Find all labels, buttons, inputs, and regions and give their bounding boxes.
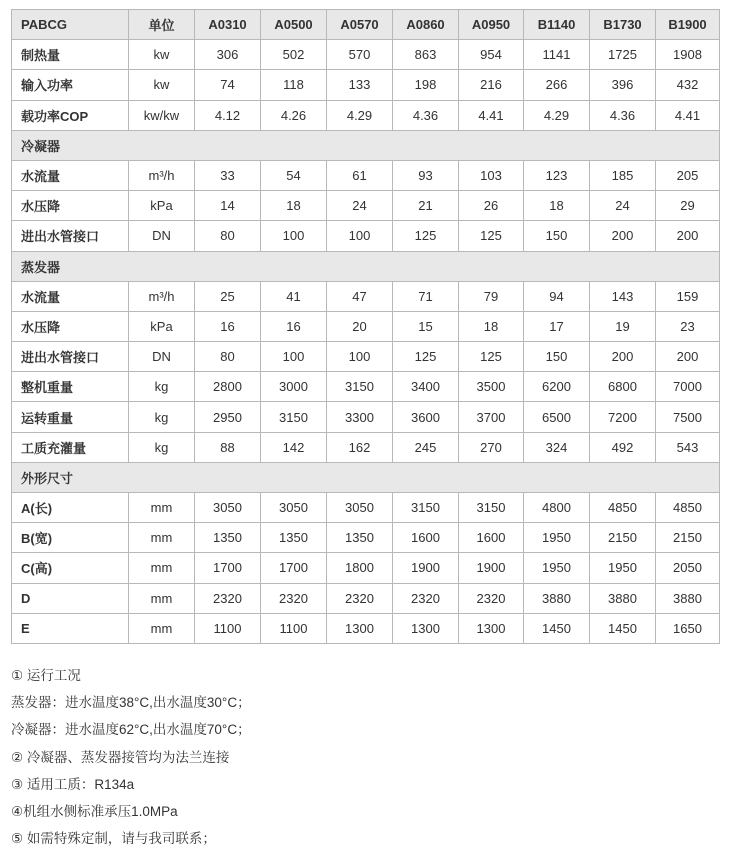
value-cell: 1950 <box>524 553 590 583</box>
value-cell: 432 <box>656 70 720 100</box>
value-cell: 125 <box>459 342 524 372</box>
row-unit: DN <box>129 342 195 372</box>
value-cell: 7500 <box>656 402 720 432</box>
value-cell: 4.29 <box>327 100 393 130</box>
value-cell: 4.36 <box>590 100 656 130</box>
value-cell: 502 <box>261 40 327 70</box>
value-cell: 79 <box>459 281 524 311</box>
table-row <box>12 311 720 341</box>
value-cell: 16 <box>195 311 261 341</box>
value-cell: 4.26 <box>261 100 327 130</box>
row-label: 水流量 <box>12 281 129 311</box>
value-cell: 4850 <box>656 493 720 523</box>
note-line: ⑤ 如需特殊定制，请与我司联系； <box>11 831 216 847</box>
row-label: 制热量 <box>12 40 129 70</box>
header-cell-unit: 单位 <box>129 10 195 40</box>
row-label: 整机重量 <box>12 372 129 402</box>
value-cell: 396 <box>590 70 656 100</box>
value-cell: 20 <box>327 311 393 341</box>
value-cell: 1141 <box>524 40 590 70</box>
value-cell: 4.41 <box>459 100 524 130</box>
row-unit: kw <box>129 40 195 70</box>
row-unit: kPa <box>129 191 195 221</box>
value-cell: 162 <box>327 432 393 462</box>
value-cell: 4.36 <box>393 100 459 130</box>
value-cell: 492 <box>590 432 656 462</box>
note-line: 冷凝器：进水温度62°C,出水温度70°C； <box>11 722 251 738</box>
header-cell-model: PABCG <box>12 10 129 40</box>
row-label: C(高) <box>12 553 129 583</box>
value-cell: 24 <box>590 191 656 221</box>
value-cell: 125 <box>393 221 459 251</box>
value-cell: 93 <box>393 160 459 190</box>
value-cell: 123 <box>524 160 590 190</box>
value-cell: 216 <box>459 70 524 100</box>
value-cell: 200 <box>656 221 720 251</box>
value-cell: 863 <box>393 40 459 70</box>
value-cell: 24 <box>327 191 393 221</box>
value-cell: 3050 <box>195 493 261 523</box>
value-cell: 2050 <box>656 553 720 583</box>
row-unit: kPa <box>129 311 195 341</box>
value-cell: 125 <box>393 342 459 372</box>
note-line: ④机组水侧标准承压1.0MPa <box>11 803 178 819</box>
header-cell-a0500: A0500 <box>261 10 327 40</box>
value-cell: 100 <box>327 221 393 251</box>
value-cell: 94 <box>524 281 590 311</box>
value-cell: 54 <box>261 160 327 190</box>
table-row <box>12 553 720 583</box>
row-unit: m³/h <box>129 160 195 190</box>
value-cell: 2320 <box>327 583 393 613</box>
value-cell: 185 <box>590 160 656 190</box>
value-cell: 88 <box>195 432 261 462</box>
value-cell: 4.12 <box>195 100 261 130</box>
table-row <box>12 160 720 190</box>
value-cell: 33 <box>195 160 261 190</box>
value-cell: 245 <box>393 432 459 462</box>
row-label: D <box>12 583 129 613</box>
value-cell: 3300 <box>327 402 393 432</box>
value-cell: 47 <box>327 281 393 311</box>
section-row <box>12 462 720 492</box>
value-cell: 1950 <box>524 523 590 553</box>
value-cell: 1800 <box>327 553 393 583</box>
value-cell: 125 <box>459 221 524 251</box>
value-cell: 19 <box>590 311 656 341</box>
value-cell: 1100 <box>261 613 327 643</box>
value-cell: 103 <box>459 160 524 190</box>
value-cell: 143 <box>590 281 656 311</box>
value-cell: 2320 <box>261 583 327 613</box>
table-row <box>12 40 720 70</box>
header-cell-a0950: A0950 <box>459 10 524 40</box>
row-unit: kw <box>129 70 195 100</box>
value-cell: 29 <box>656 191 720 221</box>
value-cell: 954 <box>459 40 524 70</box>
value-cell: 3150 <box>261 402 327 432</box>
value-cell: 1900 <box>459 553 524 583</box>
section-title: 外形尺寸 <box>12 462 720 492</box>
table-row <box>12 281 720 311</box>
value-cell: 25 <box>195 281 261 311</box>
value-cell: 17 <box>524 311 590 341</box>
value-cell: 2800 <box>195 372 261 402</box>
value-cell: 3000 <box>261 372 327 402</box>
section-title: 蒸发器 <box>12 251 720 281</box>
value-cell: 61 <box>327 160 393 190</box>
value-cell: 1450 <box>524 613 590 643</box>
value-cell: 18 <box>459 311 524 341</box>
row-label: 进出水管接口 <box>12 342 129 372</box>
value-cell: 1350 <box>261 523 327 553</box>
table-row <box>12 432 720 462</box>
value-cell: 133 <box>327 70 393 100</box>
row-unit: kg <box>129 432 195 462</box>
value-cell: 159 <box>656 281 720 311</box>
row-unit: DN <box>129 221 195 251</box>
value-cell: 4800 <box>524 493 590 523</box>
value-cell: 6500 <box>524 402 590 432</box>
value-cell: 3880 <box>590 583 656 613</box>
value-cell: 71 <box>393 281 459 311</box>
value-cell: 1600 <box>459 523 524 553</box>
row-label: A(长) <box>12 493 129 523</box>
note-line: ③ 适用工质：R134a <box>11 776 135 792</box>
note-line: 蒸发器：进水温度38°C,出水温度30°C； <box>11 695 251 711</box>
row-label: E <box>12 613 129 643</box>
value-cell: 15 <box>393 311 459 341</box>
value-cell: 80 <box>195 342 261 372</box>
row-label: 进出水管接口 <box>12 221 129 251</box>
row-label: 工质充灌量 <box>12 432 129 462</box>
value-cell: 26 <box>459 191 524 221</box>
table-row <box>12 613 720 643</box>
value-cell: 1908 <box>656 40 720 70</box>
value-cell: 7000 <box>656 372 720 402</box>
value-cell: 21 <box>393 191 459 221</box>
value-cell: 3700 <box>459 402 524 432</box>
value-cell: 570 <box>327 40 393 70</box>
value-cell: 1100 <box>195 613 261 643</box>
value-cell: 2950 <box>195 402 261 432</box>
value-cell: 324 <box>524 432 590 462</box>
value-cell: 205 <box>656 160 720 190</box>
value-cell: 3150 <box>327 372 393 402</box>
value-cell: 1900 <box>393 553 459 583</box>
value-cell: 4.41 <box>656 100 720 130</box>
value-cell: 2320 <box>195 583 261 613</box>
value-cell: 41 <box>261 281 327 311</box>
value-cell: 200 <box>590 342 656 372</box>
row-unit: m³/h <box>129 281 195 311</box>
row-unit: mm <box>129 493 195 523</box>
value-cell: 1300 <box>327 613 393 643</box>
table-row <box>12 70 720 100</box>
header-cell-b1140: B1140 <box>524 10 590 40</box>
value-cell: 543 <box>656 432 720 462</box>
value-cell: 198 <box>393 70 459 100</box>
value-cell: 1300 <box>459 613 524 643</box>
value-cell: 23 <box>656 311 720 341</box>
section-row <box>12 130 720 160</box>
table-row <box>12 100 720 130</box>
value-cell: 266 <box>524 70 590 100</box>
section-row <box>12 251 720 281</box>
value-cell: 2150 <box>590 523 656 553</box>
value-cell: 142 <box>261 432 327 462</box>
value-cell: 118 <box>261 70 327 100</box>
row-label: 运转重量 <box>12 402 129 432</box>
value-cell: 100 <box>327 342 393 372</box>
note-line: ① 运行工况 <box>11 668 81 683</box>
row-label: 水压降 <box>12 191 129 221</box>
value-cell: 3150 <box>393 493 459 523</box>
table-body <box>12 40 720 644</box>
value-cell: 3500 <box>459 372 524 402</box>
value-cell: 2320 <box>459 583 524 613</box>
value-cell: 306 <box>195 40 261 70</box>
row-label: B(宽) <box>12 523 129 553</box>
value-cell: 1700 <box>261 553 327 583</box>
row-unit: mm <box>129 553 195 583</box>
value-cell: 3880 <box>656 583 720 613</box>
value-cell: 1950 <box>590 553 656 583</box>
table-row <box>12 342 720 372</box>
row-label: 水流量 <box>12 160 129 190</box>
value-cell: 3050 <box>327 493 393 523</box>
value-cell: 1650 <box>656 613 720 643</box>
value-cell: 6800 <box>590 372 656 402</box>
value-cell: 1300 <box>393 613 459 643</box>
spec-table <box>11 9 720 644</box>
row-unit: mm <box>129 583 195 613</box>
value-cell: 1450 <box>590 613 656 643</box>
table-row <box>12 523 720 553</box>
table-row <box>12 583 720 613</box>
row-unit: mm <box>129 523 195 553</box>
value-cell: 4.29 <box>524 100 590 130</box>
value-cell: 150 <box>524 221 590 251</box>
note-line: ② 冷凝器、蒸发器接管均为法兰连接 <box>11 749 230 765</box>
value-cell: 16 <box>261 311 327 341</box>
value-cell: 2320 <box>393 583 459 613</box>
header-cell-b1900: B1900 <box>656 10 720 40</box>
value-cell: 100 <box>261 221 327 251</box>
row-unit: mm <box>129 613 195 643</box>
value-cell: 74 <box>195 70 261 100</box>
row-label: 载功率COP <box>12 100 129 130</box>
value-cell: 6200 <box>524 372 590 402</box>
value-cell: 1350 <box>327 523 393 553</box>
value-cell: 1725 <box>590 40 656 70</box>
table-row <box>12 191 720 221</box>
value-cell: 4850 <box>590 493 656 523</box>
table-row <box>12 221 720 251</box>
value-cell: 18 <box>261 191 327 221</box>
header-cell-a0570: A0570 <box>327 10 393 40</box>
value-cell: 1600 <box>393 523 459 553</box>
row-label: 输入功率 <box>12 70 129 100</box>
value-cell: 200 <box>656 342 720 372</box>
row-label: 水压降 <box>12 311 129 341</box>
value-cell: 2150 <box>656 523 720 553</box>
value-cell: 3050 <box>261 493 327 523</box>
table-row <box>12 493 720 523</box>
value-cell: 7200 <box>590 402 656 432</box>
row-unit: kg <box>129 372 195 402</box>
section-title: 冷凝器 <box>12 130 720 160</box>
value-cell: 3150 <box>459 493 524 523</box>
header-cell-a0860: A0860 <box>393 10 459 40</box>
value-cell: 18 <box>524 191 590 221</box>
value-cell: 150 <box>524 342 590 372</box>
row-unit: kw/kw <box>129 100 195 130</box>
table-row <box>12 372 720 402</box>
row-unit: kg <box>129 402 195 432</box>
value-cell: 14 <box>195 191 261 221</box>
notes-block <box>11 662 719 852</box>
value-cell: 200 <box>590 221 656 251</box>
value-cell: 270 <box>459 432 524 462</box>
table-row <box>12 402 720 432</box>
value-cell: 80 <box>195 221 261 251</box>
value-cell: 100 <box>261 342 327 372</box>
table-header-row <box>12 10 720 40</box>
value-cell: 1350 <box>195 523 261 553</box>
header-cell-b1730: B1730 <box>590 10 656 40</box>
header-cell-a0310: A0310 <box>195 10 261 40</box>
value-cell: 3880 <box>524 583 590 613</box>
value-cell: 3600 <box>393 402 459 432</box>
value-cell: 3400 <box>393 372 459 402</box>
value-cell: 1700 <box>195 553 261 583</box>
